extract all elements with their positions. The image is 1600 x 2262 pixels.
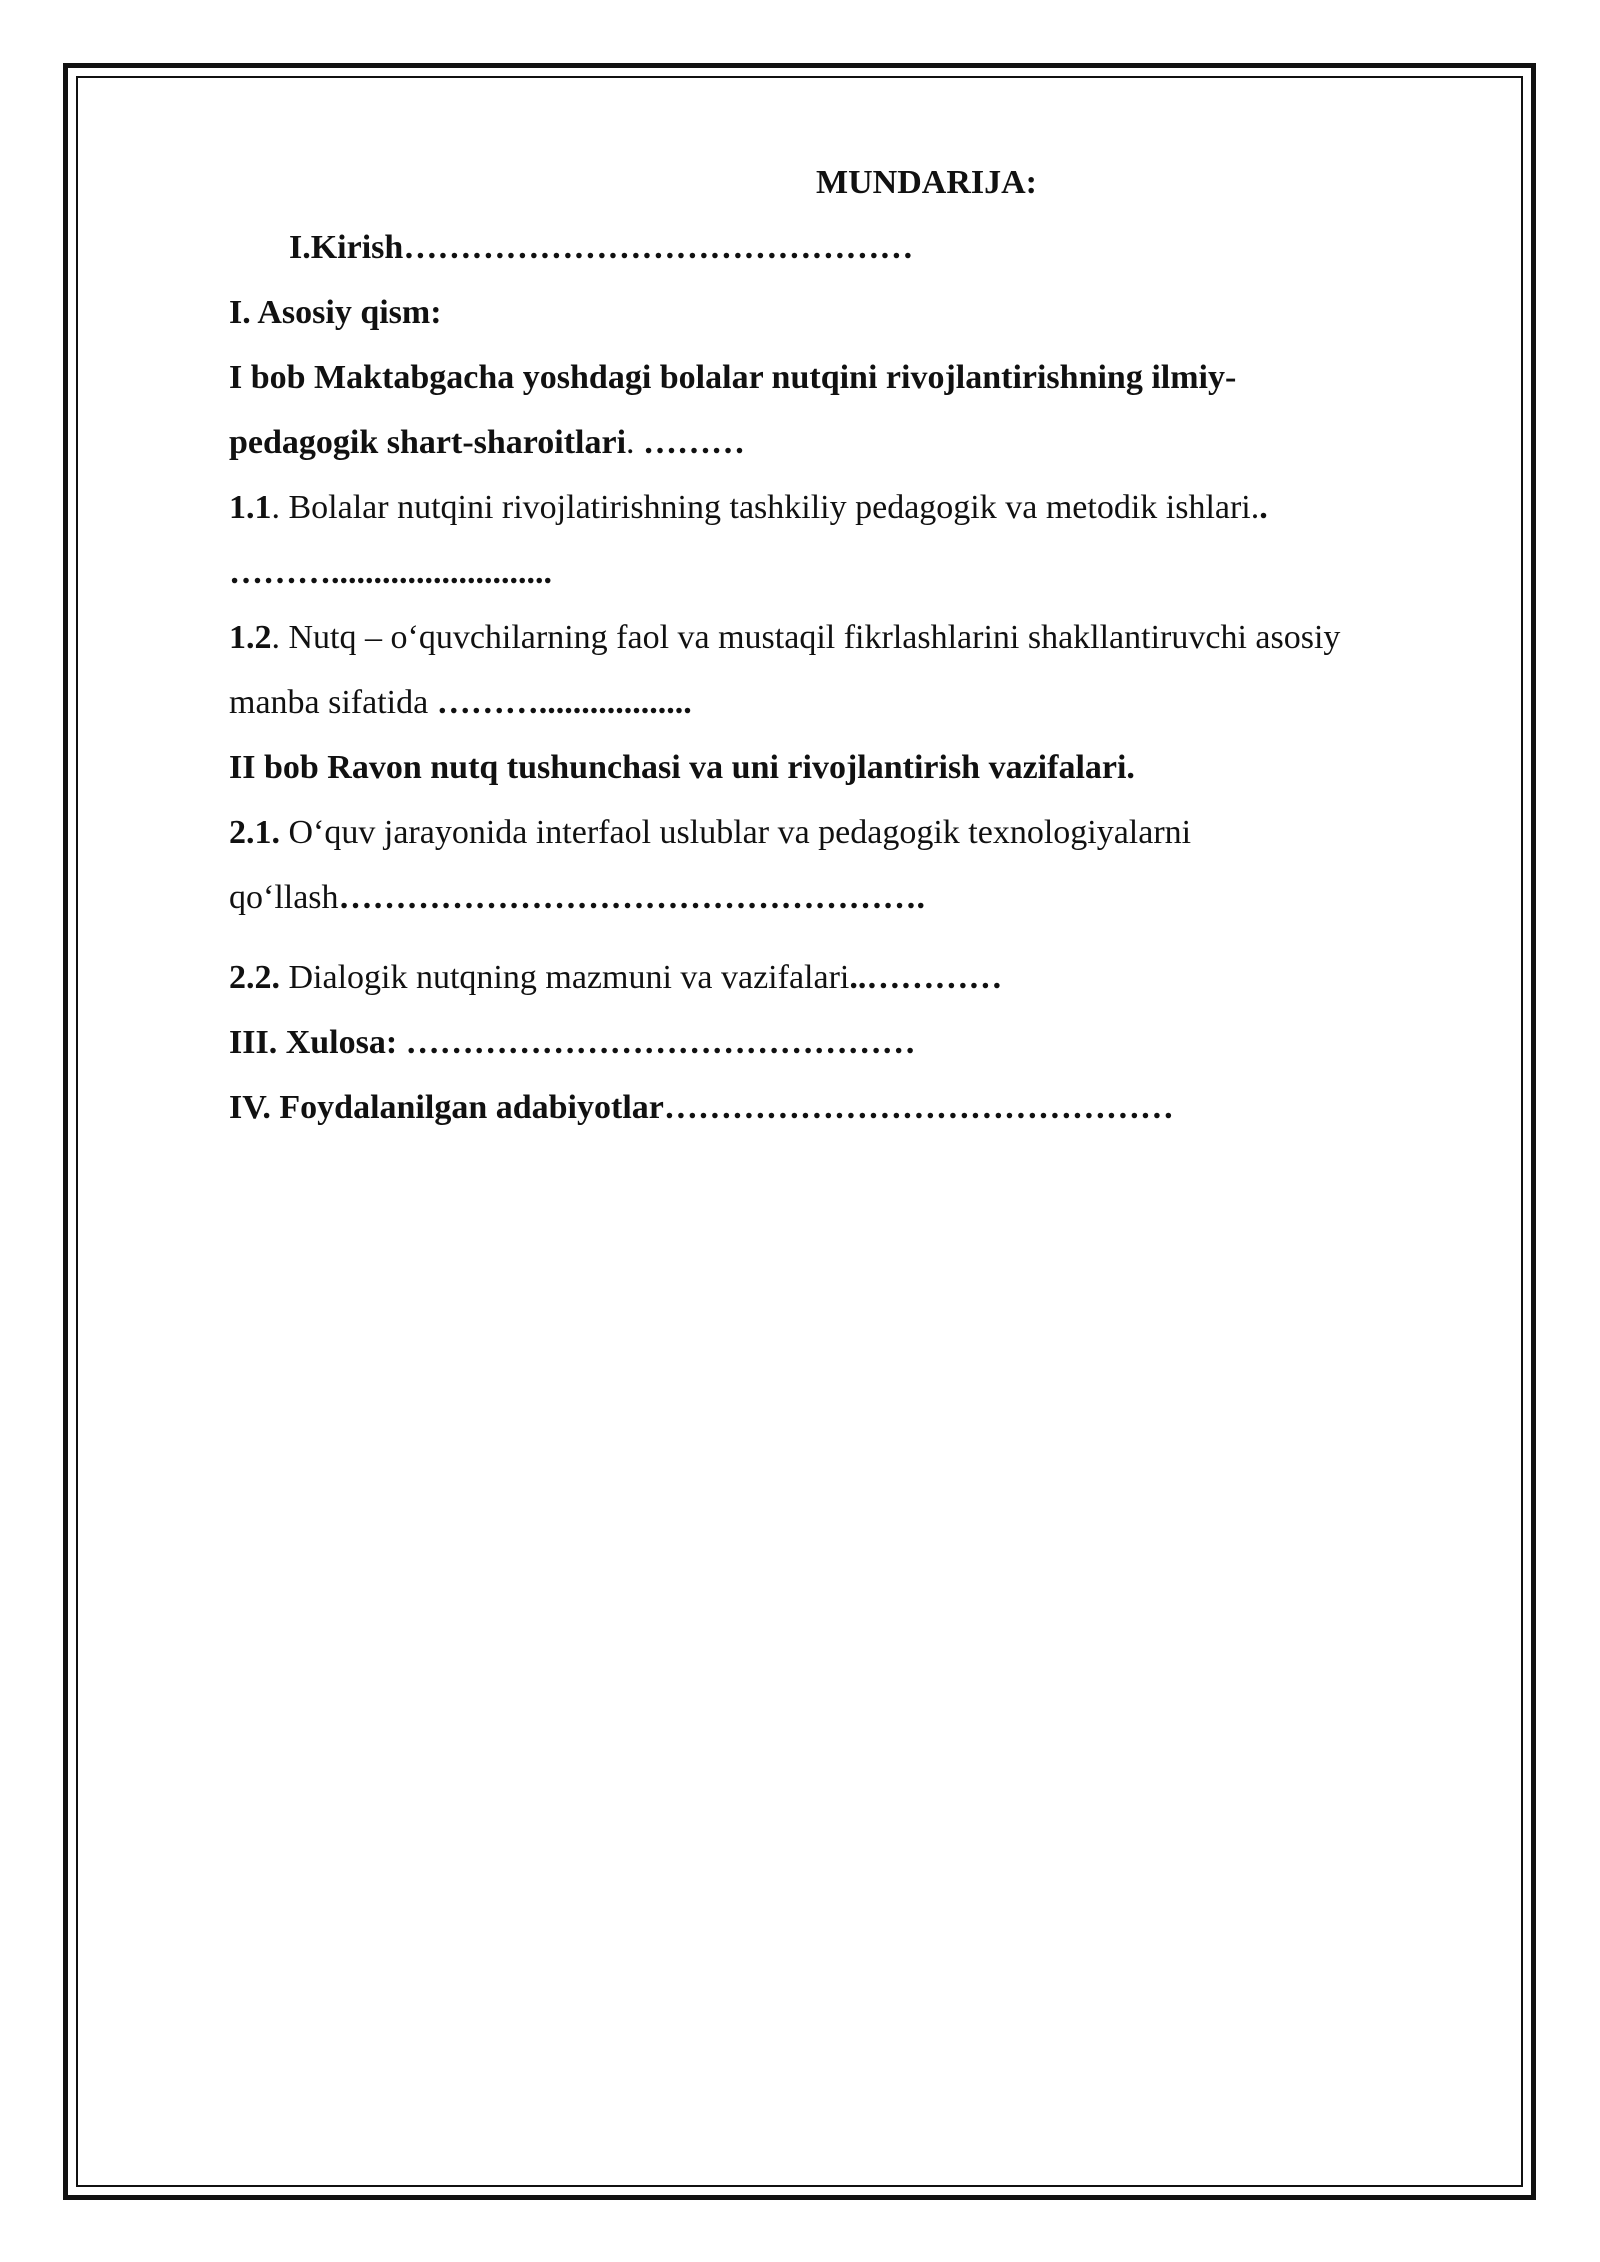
toc-dots: ……………………………………… [663, 1089, 1174, 1126]
toc-entry-2-1 [229, 800, 1474, 865]
toc-title: MUNDARIJA: [816, 164, 1037, 201]
toc-entry-text: O‘quv jarayonida interfaol uslublar va pedagogik texnologiyalarni [280, 814, 1192, 851]
toc-dots: ……… [643, 424, 746, 461]
toc-entry-text: manba sifatida [229, 684, 437, 721]
toc-dots: ……….................. [436, 684, 692, 721]
toc-entry-number: 1.2 [229, 619, 272, 656]
toc-entry-text: . Nutq – o‘quvchilarning faol va mustaqil fikrlashlarini shakllantiruvchi asosiy [271, 619, 1341, 656]
table-of-contents [229, 150, 1474, 1140]
toc-entry-chapter-2 [229, 735, 1474, 800]
toc-entry-1-2-continued [229, 670, 1474, 735]
toc-entry-2-1-continued [229, 865, 1474, 930]
toc-entry-label: II bob Ravon nutq tushunchasi va uni rivojlantirish vazifalari. [229, 749, 1135, 786]
toc-entry-xulosa [229, 1010, 1474, 1075]
toc-entry-1-1-dots [229, 540, 1474, 605]
toc-entry-text: . Bolalar nutqini rivojlatirishning tashkiliy pedagogik va metodik ishlari. [271, 489, 1260, 526]
toc-entry-adabiyotlar [229, 1075, 1474, 1140]
toc-entry-label: pedagogik shart-sharoitlari [229, 424, 627, 461]
toc-entry-number: 1.1 [229, 489, 272, 526]
toc-entry-text: qo‘llash [229, 879, 339, 916]
toc-entry-1-2 [229, 605, 1474, 670]
toc-entry-label: I bob Maktabgacha yoshdagi bolalar nutqini rivojlantirishning ilmiy- [229, 359, 1237, 396]
toc-entry-label: I. Asosiy qism: [229, 294, 442, 331]
toc-entry-1-1 [229, 475, 1474, 540]
toc-entry-2-2 [229, 945, 1474, 1010]
toc-entry-number: 2.2. [229, 959, 280, 996]
toc-entry-label: IV. Foydalanilgan adabiyotlar [229, 1089, 664, 1126]
toc-dots: ……….......................... [229, 554, 552, 591]
toc-entry-label: I.Kirish [289, 229, 404, 266]
toc-entry-text: Dialogik nutqning mazmuni va vazifalari [280, 959, 850, 996]
toc-dots: . [1259, 489, 1268, 526]
toc-entry-text: . [626, 424, 644, 461]
toc-entry-label: III. Xulosa: [229, 1024, 406, 1061]
toc-entry-asosiy-qism [229, 280, 1474, 345]
toc-entry-number: 2.1. [229, 814, 280, 851]
toc-dots: ……………………………………… [405, 1024, 916, 1061]
toc-dots: ……………………………………………. [338, 879, 926, 916]
toc-entry-chapter-1 [229, 345, 1474, 410]
toc-entry-kirish [229, 215, 1474, 280]
toc-dots: ..………… [849, 959, 1003, 996]
toc-dots: ……………………………………… [403, 229, 914, 266]
toc-entry-chapter-1-continued [229, 410, 1474, 475]
